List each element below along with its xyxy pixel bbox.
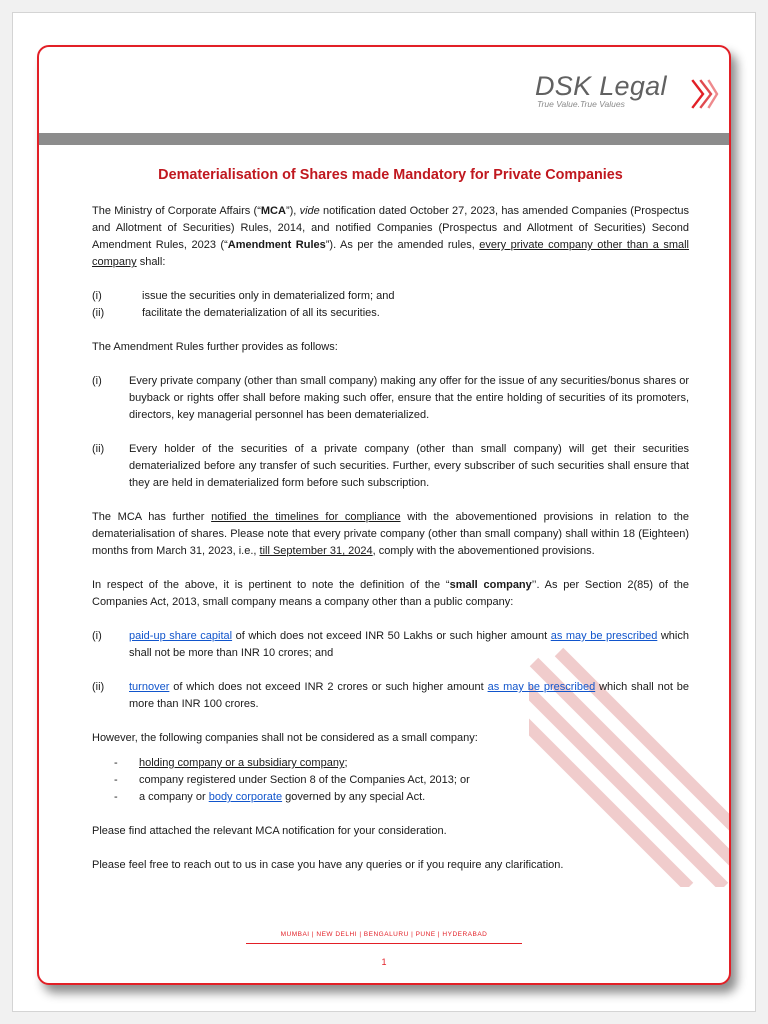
office-cities: MUMBAI | NEW DELHI | BENGALURU | PUNE | HYDERABAD <box>280 931 488 938</box>
criteria-item: (i) paid-up share capital of which does not exceed INR 50 Lakhs or such higher amount as may be prescribed which shall not be more than INR 10 crores; and <box>92 630 689 659</box>
deadline-underline: till September 31, 2024 <box>259 545 373 557</box>
page-number: 1 <box>381 957 387 967</box>
further-intro: The Amendment Rules further provides as follows: <box>92 341 338 353</box>
exclusions-intro: However, the following companies shall not be considered as a small company: <box>92 732 478 744</box>
exclusion-item: - holding company or a subsidiary company; <box>114 757 348 769</box>
closing-note: Please feel free to reach out to us in case you have any queries or if you require any clarification. <box>92 859 564 871</box>
document-frame <box>37 45 731 985</box>
turnover-link[interactable]: turnover <box>129 681 170 693</box>
as-may-be-prescribed-link[interactable]: as may be prescribed <box>487 681 596 693</box>
duty-item: (ii) facilitate the dematerialization of all its securities. <box>92 307 380 319</box>
paid-up-share-capital-link[interactable]: paid-up share capital <box>129 630 233 642</box>
as-may-be-prescribed-link[interactable]: as may be prescribed <box>550 630 658 642</box>
attached-note: Please find attached the relevant MCA notification for your consideration. <box>92 825 447 837</box>
page-footer <box>39 930 729 967</box>
scope-underline: every private company other than a small company <box>92 239 690 268</box>
definition-paragraph: In respect of the above, it is pertinent to note the definition of the “small company’’. As per Section 2(85) of the Companies Act, 2013, small company means a company other than a public company: <box>92 579 690 608</box>
timeline-paragraph: The MCA has further notified the timelines for compliance with the abovementioned provisions in relation to the dematerialisation of shares. Please note that every private company (other than small company) shall within 18 (Eighteen) months from March 31, 2023, i.e., till September 31, 2024, comply with the abovementioned provisions. <box>92 511 689 557</box>
footer-divider <box>246 943 522 944</box>
intro-paragraph: The Ministry of Corporate Affairs (“MCA”), vide notification dated October 27, 2023, has amended Companies (Prospectus and Allotment of Securities) Rules, 2014, and notified Companies (Prospectus and Allotment of Securities) Second Amendment Rules, 2023 (“Amendment Rules”). As per the amended rules, every private company other than a small company shall: <box>92 205 690 268</box>
logo-name: DSK Legal <box>535 71 667 101</box>
chevron-right-icon <box>689 77 719 111</box>
article-body <box>92 165 689 874</box>
provision-item: (ii) Every holder of the securities of a private company (other than small company) will get their securities dematerialized before any transfer of such securities. Further, every subscriber of such securities shall ensure that they are held in dematerialized form before such subscription. <box>92 443 689 489</box>
body-corporate-link[interactable]: body corporate <box>208 791 283 803</box>
dsk-legal-logo <box>535 71 725 115</box>
timeline-underline: notified the timelines for compliance <box>211 511 401 523</box>
exclusion-item: - company registered under Section 8 of the Companies Act, 2013; or <box>114 774 470 786</box>
provision-item: (i) Every private company (other than small company) making any offer for the issue of any securities/bonus shares or buyback or rights offer shall before making such offer, ensure that the entire holding of securities of its promoters, directors, key managerial personnel has been dematerialized. <box>92 375 689 421</box>
header-band <box>39 133 729 145</box>
document-title: Dematerialisation of Shares made Mandatory for Private Companies <box>158 167 623 183</box>
exclusion-item: - a company or body corporate governed by any special Act. <box>114 791 426 803</box>
criteria-item: (ii) turnover of which does not exceed INR 2 crores or such higher amount as may be prescribed which shall not be more than INR 100 crores. <box>92 681 689 710</box>
logo-tagline: True Value.True Values <box>537 99 625 109</box>
duty-item: (i) issue the securities only in dematerialized form; and <box>92 290 395 302</box>
